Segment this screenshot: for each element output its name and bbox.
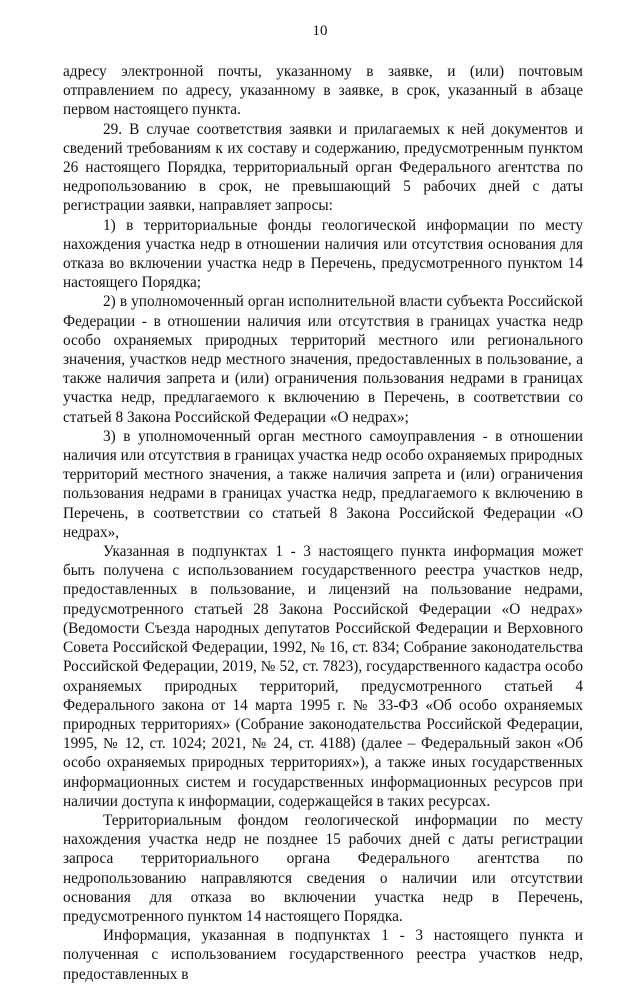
page-number: 10 [312,23,328,39]
paragraph-item-1: 1) в территориальные фонды геологической информации по месту нахождения участка недр в отношении наличия или отсутствия основания для отказа во включении участка недр в Перечень, предусмотренного пунктом 14 настоящего Порядка; [63,216,583,292]
document-body [63,62,583,984]
paragraph-information-obtained: Информация, указанная в подпунктах 1 - 3 настоящего пункта и полученная с использованием государственного реестра участков недр, предоставленных в [63,927,583,983]
paragraph-clause-29: 29. В случае соответствия заявки и прилагаемых к ней документов и сведений требованиям к их составу и содержанию, предусмотренным пунктом 26 настоящего Порядка, территориальный орган Федерального агентства по недропользованию в срок, не превышающий 5 рабочих дней с даты регистрации заявки, направляет запросы: [63,120,583,215]
paragraph-geological-fund: Территориальным фондом геологической информации по месту нахождения участка недр не позднее 15 рабочих дней с даты регистрации запроса территориального органа Федерального агентства по недропользованию направляются сведения о наличии или отсутствии основания для отказа во включении участка недр в Перечень, предусмотренного пунктом 14 настоящего Порядка. [63,811,583,925]
paragraph-continuation: адресу электронной почты, указанному в заявке, и (или) почтовым отправлением по адресу, указанному в заявке, в срок, указанный в абзаце первом настоящего пункта. [63,63,583,119]
paragraph-information-sources: Указанная в подпунктах 1 - 3 настоящего пункта информация может быть получена с использованием государственного реестра участков недр, предоставленных в пользование, и лицензий на пользование недрами, предусмотренного статьей 28 Закона Российской Федерации «О недрах» (Ведомости Съезда народных депутатов Российской Федерации и Верховного Совета Российской Федерации, 1992, № 16, ст. 834; Собрание законодательства Российской Федерации, 2019, № 52, ст. 7823), государственного кадастра особо охраняемых природных территорий, предусмотренного статьей 4 Федерального закона от 14 марта 1995 г. № 33-ФЗ «Об особо охраняемых природных территориях» (Собрание законодательства Российской Федерации, 1995, № 12, ст. 1024; 2021, № 24, ст. 4188) (далее – Федеральный закон «Об особо охраняемых природных территориях»), а также иных государственных информационных систем и государственных информационных ресурсов при наличии доступа к информации, содержащейся в таких ресурсах. [63,543,583,810]
paragraph-item-2: 2) в уполномоченный орган исполнительной власти субъекта Российской Федерации - в отношении наличия или отсутствия в границах участка недр особо охраняемых природных территорий местного или регионального значения, участков недр местного значения, предоставленных в пользование, а также наличия запрета и (или) ограничения пользования недрами в границах участка недр, предлагаемого к включению в Перечень, в соответствии со статьей 8 Закона Российской Федерации «О недрах»; [63,293,583,426]
paragraph-item-3: 3) в уполномоченный орган местного самоуправления - в отношении наличия или отсутствия в границах участка недр особо охраняемых природных территорий местного значения, а также наличия запрета и (или) ограничения пользования недрами в границах участка недр, предлагаемого к включению в Перечень, в соответствии со статьей 8 Закона Российской Федерации «О недрах», [63,427,583,541]
